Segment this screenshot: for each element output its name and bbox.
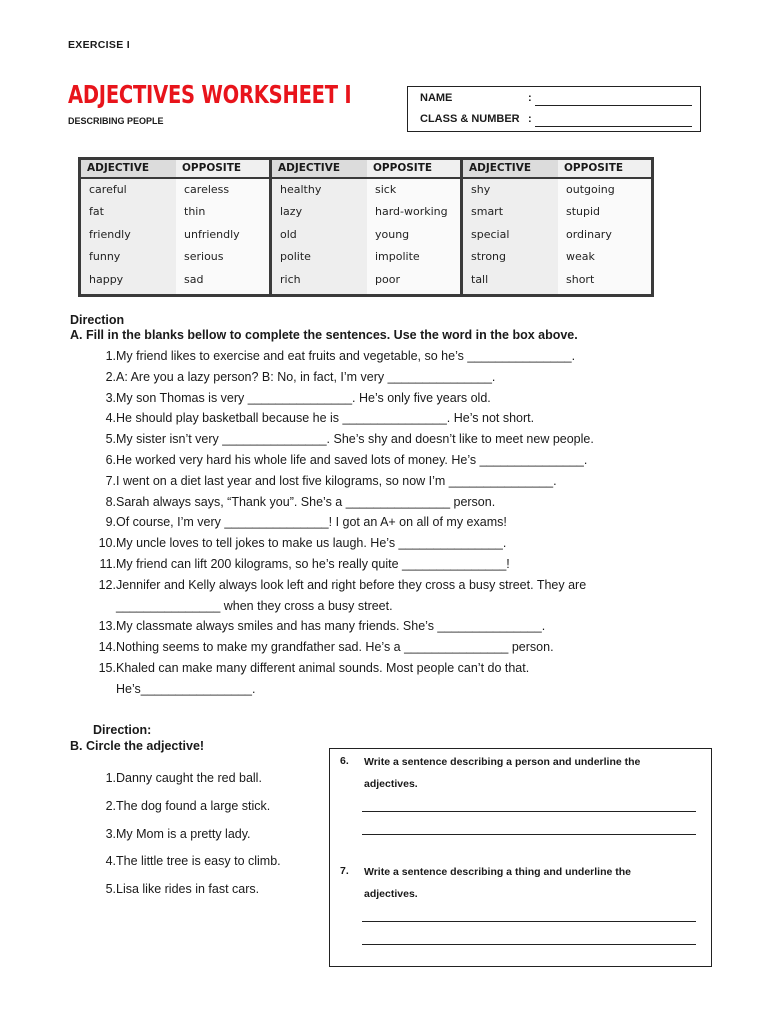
adjective-header: ADJECTIVE — [463, 160, 558, 179]
opposite-word: hard-working — [375, 205, 448, 219]
opposite-word: sad — [184, 272, 204, 286]
adjective-word: old — [280, 227, 297, 241]
question-number: 6. — [105, 453, 116, 467]
adjective-word: careful — [89, 183, 127, 196]
opposite-word: serious — [184, 250, 224, 264]
opposite-column — [367, 160, 460, 294]
question-7-number: 7. — [340, 865, 349, 877]
question-6-number: 6. — [340, 755, 349, 767]
class-number-field-line[interactable] — [535, 113, 692, 127]
question-text: Jennifer and Kelly always look left and right before they cross a busy street. They are — [116, 577, 587, 592]
name-colon: : — [528, 92, 532, 104]
question-text: A: Are you a lazy person? B: No, in fact, I’m very _______________. — [116, 369, 496, 384]
question-number: 13. — [98, 619, 116, 634]
class-number-label: CLASS & NUMBER — [420, 113, 520, 125]
worksheet-title: ADJECTIVES WORKSHEET I — [68, 80, 352, 109]
adjective-word: special — [471, 227, 510, 241]
question-text: Sarah always says, “Thank you”. She’s a _______________ person. — [116, 494, 496, 509]
question-number: 8. — [105, 494, 116, 509]
question-text: He worked very hard his whole life and saved lots of money. He’s _______________. — [116, 453, 588, 467]
adjective-word: shy — [471, 183, 491, 196]
question-number: 3. — [105, 390, 116, 405]
question-number: 5. — [105, 882, 116, 897]
adjective-column — [81, 160, 176, 294]
opposite-header: OPPOSITE — [176, 160, 269, 179]
question-text: My classmate always smiles and has many friends. She’s _______________. — [116, 619, 546, 634]
opposite-header: OPPOSITE — [367, 160, 460, 179]
worksheet-subtitle: DESCRIBING PEOPLE — [68, 116, 164, 126]
name-label: NAME — [420, 92, 453, 104]
opposite-word: impolite — [375, 250, 420, 264]
question-number: 1. — [105, 771, 116, 785]
question-number: 7. — [105, 473, 116, 488]
adjective-word: polite — [280, 250, 311, 264]
vocabulary-table — [78, 157, 654, 297]
opposite-word: young — [375, 227, 410, 241]
adjective-word: fat — [89, 205, 104, 219]
opposite-word: careless — [184, 183, 230, 196]
direction-a-label: Direction — [70, 313, 125, 327]
vocab-group — [269, 160, 460, 294]
question-text: He’s________________. — [116, 681, 256, 696]
answer-line[interactable] — [362, 834, 696, 835]
question-text: Lisa like rides in fast cars. — [116, 882, 260, 897]
vocab-group — [81, 160, 269, 294]
question-number: 11. — [99, 557, 116, 571]
question-number: 1. — [105, 349, 116, 363]
question-number: 14. — [98, 640, 116, 655]
opposite-column — [176, 160, 269, 294]
writing-box — [329, 748, 712, 967]
question-text: The little tree is easy to climb. — [116, 854, 281, 869]
answer-line[interactable] — [362, 944, 696, 945]
adjective-header: ADJECTIVE — [81, 160, 176, 179]
name-field-line[interactable] — [535, 92, 692, 106]
opposite-word: weak — [566, 250, 595, 264]
question-number: 4. — [105, 854, 116, 869]
question-6-line1: Write a sentence describing a person and underline the — [364, 756, 641, 768]
question-text: My uncle loves to tell jokes to make us laugh. He’s _______________. — [116, 536, 507, 551]
adjective-word: rich — [280, 272, 301, 286]
adjective-word: friendly — [89, 227, 131, 241]
vocab-group — [460, 160, 651, 294]
part-b-instruction: B. Circle the adjective! — [70, 739, 205, 753]
class-colon: : — [528, 113, 532, 125]
adjective-word: healthy — [280, 183, 322, 196]
opposite-word: unfriendly — [184, 227, 240, 241]
question-text: I went on a diet last year and lost five kilograms, so now I’m _______________. — [116, 473, 557, 488]
answer-line[interactable] — [362, 811, 696, 812]
direction-b-label: Direction: — [93, 723, 152, 737]
question-6-line2: adjectives. — [364, 778, 418, 790]
question-text: He should play basketball because he is _______________. He’s not short. — [116, 411, 535, 426]
question-number: 12. — [98, 577, 116, 592]
question-text: My friend can lift 200 kilograms, so he’s really quite _______________! — [116, 557, 510, 571]
question-number: 4. — [105, 411, 116, 426]
question-text: _______________ when they cross a busy street. — [116, 598, 393, 613]
answer-line[interactable] — [362, 921, 696, 922]
question-text: My sister isn’t very _______________. She’s shy and doesn’t like to meet new people. — [116, 432, 594, 447]
question-7-line1: Write a sentence describing a thing and underline the — [364, 866, 632, 878]
question-number: 2. — [105, 369, 116, 384]
question-text: Danny caught the red ball. — [116, 771, 262, 785]
opposite-word: poor — [375, 272, 400, 286]
opposite-word: stupid — [566, 205, 601, 219]
adjective-word: happy — [89, 272, 124, 286]
question-text: My Mom is a pretty lady. — [116, 826, 251, 841]
opposite-word: short — [566, 272, 595, 286]
adjective-column — [463, 160, 558, 294]
opposite-header: OPPOSITE — [558, 160, 651, 179]
question-text: Khaled can make many different animal sounds. Most people can’t do that. — [116, 661, 530, 675]
exercise-label: EXERCISE I — [68, 39, 130, 51]
adjective-word: tall — [471, 272, 489, 286]
adjective-word: strong — [471, 250, 507, 264]
adjective-column — [272, 160, 367, 294]
question-text: My son Thomas is very _______________. He’s only five years old. — [116, 390, 491, 405]
name-class-box — [407, 86, 701, 132]
adjective-header: ADJECTIVE — [272, 160, 367, 179]
opposite-column — [558, 160, 651, 294]
question-number: 5. — [105, 432, 116, 447]
part-a-instruction: A. Fill in the blanks bellow to complete the sentences. Use the word in the box above. — [70, 328, 578, 342]
question-text: The dog found a large stick. — [116, 798, 271, 813]
question-number: 15. — [98, 661, 116, 675]
opposite-word: sick — [375, 183, 397, 196]
question-number: 2. — [105, 798, 116, 813]
adjective-word: smart — [471, 205, 504, 219]
question-7-line2: adjectives. — [364, 888, 418, 900]
opposite-word: thin — [184, 205, 206, 219]
question-text: My friend likes to exercise and eat fruits and vegetable, so he’s _______________. — [116, 349, 576, 363]
adjective-word: funny — [89, 250, 121, 264]
question-number: 3. — [105, 826, 116, 841]
question-number: 10. — [98, 536, 116, 551]
opposite-word: outgoing — [566, 183, 615, 196]
question-text: Of course, I’m very _______________! I got an A+ on all of my exams! — [116, 515, 507, 530]
question-number: 9. — [105, 515, 116, 530]
question-text: Nothing seems to make my grandfather sad. He’s a _______________ person. — [116, 640, 554, 655]
opposite-word: ordinary — [566, 227, 612, 241]
adjective-word: lazy — [280, 205, 303, 219]
